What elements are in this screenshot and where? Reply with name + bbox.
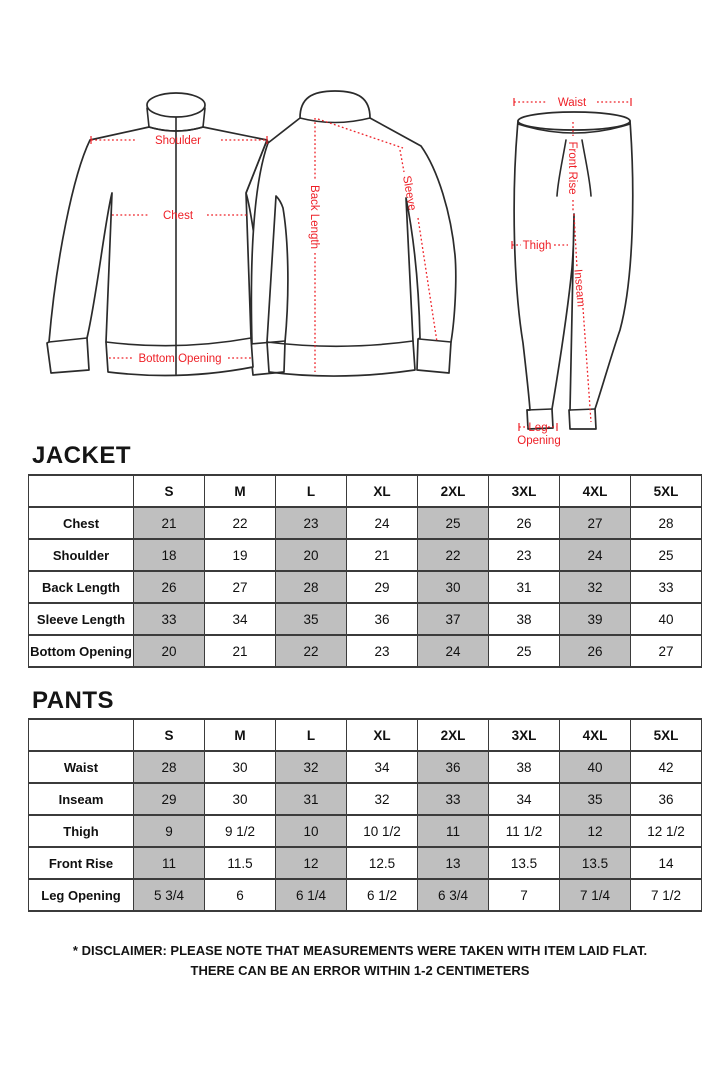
row-label: Sleeve Length [29,603,134,635]
leg-opening-label-line2: Opening [517,435,561,447]
size-cell: 35 [276,603,347,635]
size-cell: 22 [276,635,347,667]
size-cell: 28 [134,751,205,783]
row-label: Inseam [29,783,134,815]
size-cell: 27 [560,507,631,539]
column-header-2xl: 2XL [418,719,489,751]
size-cell: 33 [418,783,489,815]
size-cell: 18 [134,539,205,571]
waist-label: Waist [557,97,587,109]
row-label: Chest [29,507,134,539]
column-header-3xl: 3XL [489,719,560,751]
column-header-blank [29,475,134,507]
size-cell: 28 [276,571,347,603]
size-cell: 30 [205,751,276,783]
size-cell: 14 [631,847,702,879]
row-label: Front Rise [29,847,134,879]
jacket-back-outline [250,91,456,376]
leg-opening-label-line1: Leg [528,422,548,434]
size-cell: 25 [418,507,489,539]
back-length-label: Back Length [308,185,320,249]
pants-size-table [28,718,702,912]
size-cell: 19 [205,539,276,571]
size-cell: 9 1/2 [205,815,276,847]
row-label: Bottom Opening [29,635,134,667]
leg-opening-measure [517,422,560,447]
jacket-size-table [28,474,702,668]
measure-row-shoulder [29,539,702,571]
size-cell: 13 [418,847,489,879]
size-cell: 33 [134,603,205,635]
column-header-5xl: 5XL [631,475,702,507]
size-cell: 30 [205,783,276,815]
size-cell: 38 [489,751,560,783]
size-cell: 21 [134,507,205,539]
size-cell: 37 [418,603,489,635]
size-cell: 35 [560,783,631,815]
size-cell: 23 [489,539,560,571]
column-header-l: L [276,719,347,751]
size-cell: 27 [205,571,276,603]
disclaimer-line-2: THERE CAN BE AN ERROR WITHIN 1-2 CENTIMETERS [190,963,530,978]
sleeve-label: Sleeve [400,174,418,212]
size-cell: 29 [347,571,418,603]
size-cell: 23 [347,635,418,667]
header-row [29,719,702,751]
row-label: Shoulder [29,539,134,571]
pants-section-title: PANTS [32,687,115,714]
thigh-label: Thigh [522,240,552,252]
measure-row-inseam [29,783,702,815]
size-cell: 9 [134,815,205,847]
measure-row-leg-opening [29,879,702,911]
size-cell: 42 [631,751,702,783]
row-label: Back Length [29,571,134,603]
size-cell: 32 [560,571,631,603]
measure-row-bottom-opening [29,635,702,667]
size-cell: 28 [631,507,702,539]
size-cell: 39 [560,603,631,635]
column-header-3xl: 3XL [489,475,560,507]
size-cell: 36 [418,751,489,783]
size-cell: 32 [347,783,418,815]
size-cell: 13.5 [489,847,560,879]
column-header-5xl: 5XL [631,719,702,751]
size-cell: 12 1/2 [631,815,702,847]
size-cell: 23 [276,507,347,539]
garment-measurement-diagram [0,78,720,448]
size-cell: 13.5 [560,847,631,879]
size-cell: 6 3/4 [418,879,489,911]
size-cell: 20 [276,539,347,571]
column-header-xl: XL [347,719,418,751]
size-cell: 21 [347,539,418,571]
row-label: Thigh [29,815,134,847]
measure-row-sleeve-length [29,603,702,635]
size-cell: 24 [560,539,631,571]
front-rise-label: Front Rise [566,141,578,195]
size-cell: 34 [489,783,560,815]
column-header-s: S [134,719,205,751]
column-header-m: M [205,719,276,751]
column-header-4xl: 4XL [560,475,631,507]
size-cell: 33 [631,571,702,603]
size-cell: 12.5 [347,847,418,879]
size-cell: 31 [489,571,560,603]
measure-row-waist [29,751,702,783]
size-cell: 22 [418,539,489,571]
disclaimer-line-1: * DISCLAIMER: PLEASE NOTE THAT MEASUREMENTS WERE TAKEN WITH ITEM LAID FLAT. [72,943,648,958]
size-cell: 12 [560,815,631,847]
size-cell: 11.5 [205,847,276,879]
size-cell: 6 1/4 [276,879,347,911]
measure-row-chest [29,507,702,539]
column-header-2xl: 2XL [418,475,489,507]
size-cell: 29 [134,783,205,815]
size-cell: 24 [418,635,489,667]
size-cell: 40 [631,603,702,635]
jacket-section-title: JACKET [32,442,132,469]
inseam-label: Inseam [571,268,587,308]
size-cell: 5 3/4 [134,879,205,911]
column-header-xl: XL [347,475,418,507]
disclaimer [0,941,720,981]
size-cell: 11 [418,815,489,847]
size-cell: 10 [276,815,347,847]
size-cell: 7 1/2 [631,879,702,911]
size-cell: 32 [276,751,347,783]
size-cell: 25 [631,539,702,571]
size-cell: 7 [489,879,560,911]
size-cell: 38 [489,603,560,635]
size-cell: 21 [205,635,276,667]
size-cell: 26 [134,571,205,603]
size-cell: 24 [347,507,418,539]
size-cell: 6 [205,879,276,911]
waist-measure [514,97,631,109]
size-cell: 7 1/4 [560,879,631,911]
size-cell: 30 [418,571,489,603]
measure-row-thigh [29,815,702,847]
size-cell: 25 [489,635,560,667]
column-header-m: M [205,475,276,507]
size-cell: 20 [134,635,205,667]
column-header-4xl: 4XL [560,719,631,751]
row-label: Leg Opening [29,879,134,911]
header-row [29,475,702,507]
size-cell: 36 [631,783,702,815]
chest-label: Chest [162,210,194,222]
size-cell: 6 1/2 [347,879,418,911]
size-cell: 11 [134,847,205,879]
size-cell: 12 [276,847,347,879]
size-cell: 34 [205,603,276,635]
size-cell: 27 [631,635,702,667]
measure-row-front-rise [29,847,702,879]
size-cell: 34 [347,751,418,783]
size-cell: 31 [276,783,347,815]
column-header-s: S [134,475,205,507]
size-cell: 26 [560,635,631,667]
size-cell: 40 [560,751,631,783]
size-cell: 36 [347,603,418,635]
measure-row-back-length [29,571,702,603]
size-cell: 11 1/2 [489,815,560,847]
size-cell: 10 1/2 [347,815,418,847]
size-cell: 26 [489,507,560,539]
bottom-opening-label: Bottom Opening [138,353,222,365]
column-header-l: L [276,475,347,507]
column-header-blank [29,719,134,751]
shoulder-label: Shoulder [154,135,202,147]
size-cell: 22 [205,507,276,539]
row-label: Waist [29,751,134,783]
